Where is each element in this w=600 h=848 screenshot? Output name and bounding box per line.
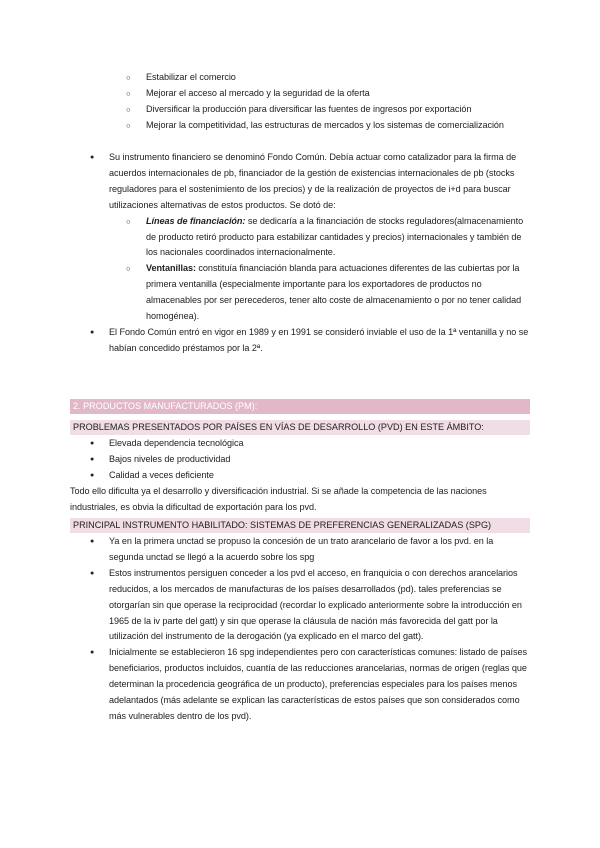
list-item: ○ Mejorar el acceso al mercado y la seguridad de la oferta: [72, 86, 530, 102]
fondo-sublist: [72, 214, 530, 325]
objectives-block: [72, 70, 530, 134]
list-item: [72, 261, 530, 325]
instrument-heading: PRINCIPAL INSTRUMENTO HABILITADO: SISTEMAS DE PREFERENCIAS GENERALIZADAS (SPG): [70, 518, 530, 533]
list-item: ○ Diversificar la producción para diversificar las fuentes de ingresos por exportación: [72, 102, 530, 118]
instrument-list: [72, 534, 530, 725]
list-item: ● Inicialmente se establecieron 16 spg independientes pero con características comunes: listado de países beneficiarios, productos incluidos, cuantía de las reducciones arancelarias, normas de origen (reglas que determinan la procedencia geográfica de un producto), preferencias especiales para los países menos adelantados (más adelante se explican las características de estos países que son considerados como más vulnerables dentro de los pvd).: [72, 645, 530, 725]
paragraph: Todo ello dificulta ya el desarrollo y diversificación industrial. Si se añade la competencia de las naciones industriales, es obvia la dificultad de exportación para los pvd.: [70, 486, 487, 512]
list-item: ● Estos instrumentos persiguen conceder a los pvd el acceso, en franquicia o con derechos arancelarios reducidos, a los mercados de manufacturas de los países desarrollados (pd). tales preferencias se otorgarían sin que operase la reciprocidad (recordar lo explicado anteriormente sobre la introducción en 1965 de la iv parte del gatt) y sin que operase la cláusula de nación más favorecida del gatt por la utilización del instrumento de la derogación (ya explicado en el marco del gatt).: [72, 566, 530, 646]
list-item: ● Ya en la primera unctad se propuso la concesión de un trato arancelario de favor a los pvd. en la segunda unctad se llegó a la acuerdo sobre los spg: [72, 534, 530, 566]
list-item: ● Calidad a veces deficiente: [72, 468, 530, 484]
list-item: [72, 150, 530, 214]
list-item: ● El Fondo Común entró en vigor en 1989 y en 1991 se consideró inviable el uso de la 1ª ventanilla y no se habían concedido préstamos por la 2ª.: [72, 325, 530, 357]
lineas-label: Líneas de financiación:: [146, 215, 246, 226]
instrument-block: [72, 534, 530, 725]
ventanillas-text: constituía financiación blanda para actuaciones diferentes de las cubiertas por la primera ventanilla (especialmente importante para los exportadores de productos no almacenables por ser perecederos, tener alto coste de almacenamiento o por no tener calidad homogénea).: [146, 263, 522, 322]
lineas-text: se dedicaría a la financiación de stocks reguladores(almacenamiento de producto retiró producto para estabilizar cantidades y precios) internacionales y también de los nacionales coordinados internacionalmente.: [146, 215, 524, 258]
list-item: ○ Mejorar la competitividad, las estructuras de mercados y los sistemas de comercialización: [72, 118, 530, 134]
section-heading: 2. PRODUCTOS MANUFACTURADOS (PM):: [70, 399, 530, 414]
fondo-text: Su instrumento financiero se denominó Fondo Común. Debía actuar como catalizador para la firma de acuerdos internacionales de pb, financiador de la gestión de existencias internacionales de pb (stocks reguladores para el sostenimiento de los precios) y de la realización de proyectos de i+d para buscar utilizaciones alternativas de estos productos. Se dotó de:: [109, 152, 517, 210]
list-item: [72, 214, 530, 262]
list-item: ● Bajos niveles de productividad: [72, 452, 530, 468]
problems-heading: PROBLEMAS PRESENTADOS POR PAÍSES EN VÍAS DE DESARROLLO (PVD) EN ESTE ÁMBITO:: [70, 420, 530, 435]
vigor-list: [72, 325, 530, 357]
problems-block: [72, 436, 530, 484]
fondo-list: [72, 150, 530, 214]
list-item: ○ Estabilizar el comercio: [72, 70, 530, 86]
list-item: ● Elevada dependencia tecnológica: [72, 436, 530, 452]
objectives-list: [72, 70, 530, 134]
problems-list: [72, 436, 530, 484]
fondo-block: [72, 150, 530, 357]
ventanillas-label: Ventanillas:: [146, 263, 196, 274]
